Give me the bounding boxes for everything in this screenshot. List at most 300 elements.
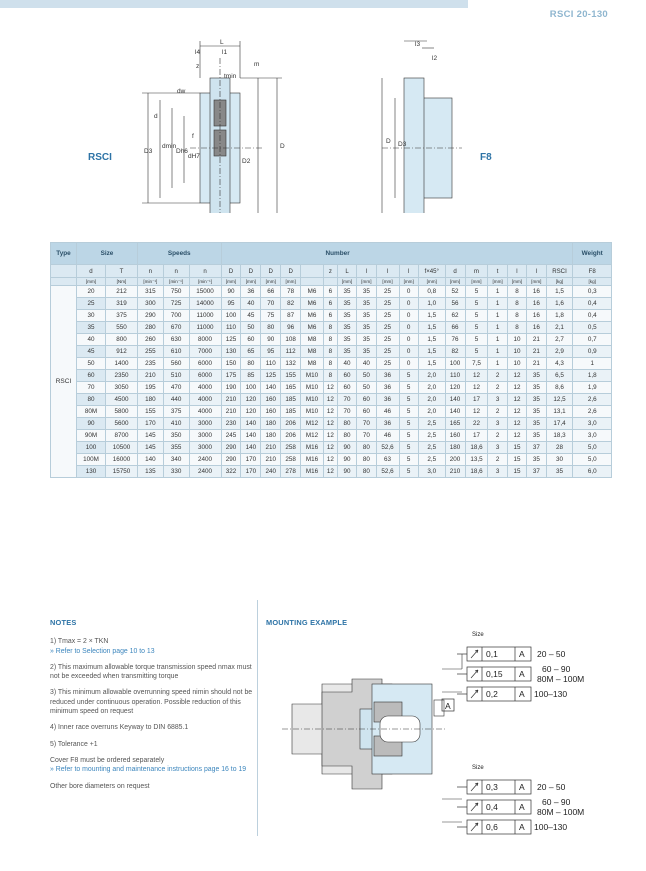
technical-drawing: [82, 38, 612, 213]
unit-row: [51, 278, 612, 286]
table-cell: 5: [399, 430, 418, 442]
table-cell: 100: [221, 310, 241, 322]
table-cell: 120: [445, 382, 465, 394]
column-header: D: [281, 265, 301, 278]
table-cell: 0,9: [573, 346, 612, 358]
table-cell: 90: [337, 454, 356, 466]
table-cell: 70: [357, 430, 376, 442]
table-cell: 11000: [189, 322, 221, 334]
tol-2-2: 0,4: [486, 802, 498, 812]
table-cell: 170: [241, 454, 261, 466]
table-cell: 7,5: [465, 358, 488, 370]
table-cell: 135: [137, 466, 163, 478]
table-cell: 140: [445, 394, 465, 406]
column-unit: [mm]: [241, 278, 261, 286]
size-cell: 50: [77, 358, 106, 370]
table-cell: 2350: [105, 370, 137, 382]
table-cell: 210: [445, 466, 465, 478]
table-cell: 175: [221, 370, 241, 382]
column-unit: [min⁻¹]: [189, 278, 221, 286]
table-cell: 12: [323, 382, 337, 394]
table-cell: 5: [465, 334, 488, 346]
table-cell: 610: [163, 346, 189, 358]
size-2-2b: 80M – 100M: [537, 807, 585, 817]
table-cell: 2,0: [418, 382, 445, 394]
size-2-3: 100–130: [534, 822, 568, 832]
table-cell: 195: [137, 382, 163, 394]
size-cell: 130: [77, 466, 106, 478]
dim-dm: d: [154, 113, 158, 120]
table-cell: M10: [301, 370, 324, 382]
table-cell: 258: [281, 454, 301, 466]
unit-type-blank: [51, 278, 77, 286]
table-cell: 60: [241, 334, 261, 346]
ref-1-2: A: [519, 669, 525, 679]
table-cell: 200: [445, 454, 465, 466]
column-header: t: [488, 265, 507, 278]
tol-1-3: 0,2: [486, 689, 498, 699]
table-cell: 12,5: [546, 394, 573, 406]
table-cell: 550: [105, 322, 137, 334]
table-cell: 3: [488, 466, 507, 478]
table-cell: 140: [445, 406, 465, 418]
table-cell: 0,8: [418, 286, 445, 298]
table-cell: 35: [357, 334, 376, 346]
table-cell: 35: [527, 370, 546, 382]
table-cell: 1: [488, 322, 507, 334]
table-cell: 180: [137, 394, 163, 406]
dim-z: z: [196, 63, 200, 70]
table-cell: 278: [281, 466, 301, 478]
size-label-1: Size: [472, 632, 484, 638]
column-unit: [min⁻¹]: [137, 278, 163, 286]
table-cell: 28: [546, 442, 573, 454]
table-cell: 12: [323, 454, 337, 466]
table-cell: 8: [323, 370, 337, 382]
table-cell: 725: [163, 298, 189, 310]
table-cell: 35: [337, 298, 356, 310]
table-cell: 140: [261, 382, 281, 394]
table-cell: 245: [221, 430, 241, 442]
table-cell: 300: [137, 298, 163, 310]
table-cell: M12: [301, 418, 324, 430]
table-cell: 12: [507, 418, 526, 430]
table-cell: 60: [357, 394, 376, 406]
table-cell: 410: [163, 418, 189, 430]
dim-l2: l2: [432, 55, 438, 62]
table-cell: 206: [281, 430, 301, 442]
table-cell: 5: [399, 382, 418, 394]
table-cell: 35: [357, 310, 376, 322]
table-cell: 470: [163, 382, 189, 394]
size-cell: 80M: [77, 406, 106, 418]
table-cell: 82: [281, 298, 301, 310]
table-cell: 25: [376, 286, 399, 298]
table-cell: 5: [399, 370, 418, 382]
table-cell: 17: [465, 430, 488, 442]
table-cell: 0: [399, 358, 418, 370]
table-cell: 96: [281, 322, 301, 334]
column-header: l: [357, 265, 376, 278]
column-header: n: [137, 265, 163, 278]
table-cell: 12: [323, 394, 337, 406]
table-cell: 80: [337, 418, 356, 430]
table-cell: 8: [507, 322, 526, 334]
size-cell: 60: [77, 370, 106, 382]
notes-title: NOTES: [50, 618, 77, 627]
table-cell: 50: [241, 322, 261, 334]
table-cell: 140: [241, 442, 261, 454]
table-cell: 75: [261, 310, 281, 322]
column-unit: [mm]: [281, 278, 301, 286]
table-cell: 12: [507, 406, 526, 418]
size-1-1: 20 – 50: [537, 649, 566, 659]
table-cell: 0: [399, 286, 418, 298]
size-cell: 25: [77, 298, 106, 310]
table-cell: 14000: [189, 298, 221, 310]
table-cell: 3000: [189, 442, 221, 454]
table-cell: 17: [465, 394, 488, 406]
table-cell: 3: [488, 442, 507, 454]
table-cell: 2,9: [546, 346, 573, 358]
mounting-title: MOUNTING EXAMPLE: [266, 618, 348, 627]
table-cell: 260: [137, 334, 163, 346]
tol-2-3: 0,6: [486, 822, 498, 832]
table-cell: 5800: [105, 406, 137, 418]
table-cell: 140: [241, 418, 261, 430]
column-header-thread: [301, 265, 324, 278]
table-cell: 340: [163, 454, 189, 466]
table-cell: M16: [301, 454, 324, 466]
size-cell: 70: [77, 382, 106, 394]
table-cell: 5: [399, 406, 418, 418]
header-type: Type: [51, 243, 77, 265]
table-cell: 290: [137, 310, 163, 322]
table-cell: 750: [163, 286, 189, 298]
table-cell: 1: [488, 310, 507, 322]
table-cell: 5,0: [573, 454, 612, 466]
table-cell: 8000: [189, 334, 221, 346]
size-cell: 90M: [77, 430, 106, 442]
table-cell: 90: [221, 286, 241, 298]
table-row: [51, 310, 612, 322]
table-cell: 18,6: [465, 442, 488, 454]
column-unit: [mm]: [399, 278, 418, 286]
size-1-2: 60 – 90: [542, 664, 571, 674]
table-cell: 5: [399, 466, 418, 478]
table-cell: 5: [465, 322, 488, 334]
table-cell: 15750: [105, 466, 137, 478]
table-cell: 1,5: [418, 310, 445, 322]
header-number: Number: [221, 243, 573, 265]
table-cell: 160: [261, 406, 281, 418]
table-cell: 150: [221, 358, 241, 370]
table-cell: 155: [137, 406, 163, 418]
table-row: [51, 442, 612, 454]
table-cell: 290: [221, 454, 241, 466]
table-cell: 0: [399, 346, 418, 358]
table-cell: 1,5: [418, 334, 445, 346]
table-cell: 6000: [189, 370, 221, 382]
table-cell: M10: [301, 394, 324, 406]
note-1-ref[interactable]: » Refer to Selection page 10 to 13: [50, 647, 155, 655]
table-cell: 180: [261, 430, 281, 442]
table-cell: 1: [488, 346, 507, 358]
table-cell: 132: [281, 358, 301, 370]
table-cell: 2,6: [573, 406, 612, 418]
table-cell: 110: [261, 358, 281, 370]
table-cell: 100: [241, 382, 261, 394]
table-cell: 190: [221, 382, 241, 394]
ref-1-3: A: [519, 689, 525, 699]
table-cell: 255: [137, 346, 163, 358]
note-cover: Cover F8 must be ordered separately » Refer to mounting and maintenance instructions page 16 to 19: [50, 756, 247, 774]
column-unit: [min⁻¹]: [163, 278, 189, 286]
table-cell: 170: [137, 418, 163, 430]
table-cell: 76: [445, 334, 465, 346]
table-cell: 180: [445, 442, 465, 454]
note-cover-ref[interactable]: » Refer to mounting and maintenance instructions page 16 to 19: [50, 766, 247, 774]
table-cell: M12: [301, 430, 324, 442]
table-cell: 22: [465, 418, 488, 430]
table-cell: 8: [323, 358, 337, 370]
table-cell: 290: [221, 442, 241, 454]
table-cell: 120: [241, 406, 261, 418]
table-cell: 5600: [105, 418, 137, 430]
size-cell: 20: [77, 286, 106, 298]
table-cell: 12: [465, 370, 488, 382]
table-cell: 4500: [105, 394, 137, 406]
column-unit: [kg]: [546, 278, 573, 286]
table-row: [51, 370, 612, 382]
table-row: [51, 418, 612, 430]
table-cell: 12: [507, 382, 526, 394]
table-cell: 66: [261, 286, 281, 298]
table-cell: 3,0: [418, 466, 445, 478]
size-cell: 90: [77, 418, 106, 430]
table-cell: 6: [323, 298, 337, 310]
table-row: [51, 358, 612, 370]
table-cell: 1400: [105, 358, 137, 370]
table-cell: 165: [281, 382, 301, 394]
table-cell: 140: [137, 454, 163, 466]
dim-L: L: [220, 39, 224, 46]
table-row: [51, 454, 612, 466]
table-cell: 25: [376, 298, 399, 310]
table-row: [51, 334, 612, 346]
table-cell: 6000: [189, 358, 221, 370]
table-cell: 65: [241, 346, 261, 358]
table-cell: 8,6: [546, 382, 573, 394]
table-cell: 87: [281, 310, 301, 322]
table-cell: 375: [163, 406, 189, 418]
table-cell: 80: [261, 322, 281, 334]
table-cell: 85: [241, 370, 261, 382]
table-cell: 2,5: [418, 430, 445, 442]
header-band: [0, 0, 468, 8]
column-unit: [mm]: [465, 278, 488, 286]
table-cell: 70: [261, 298, 281, 310]
table-cell: 16: [527, 298, 546, 310]
table-cell: 1: [488, 334, 507, 346]
column-header: m: [465, 265, 488, 278]
column-unit: [mm]: [357, 278, 376, 286]
table-cell: 3,0: [573, 430, 612, 442]
table-cell: 17,4: [546, 418, 573, 430]
table-cell: 2,5: [418, 442, 445, 454]
table-cell: 63: [376, 454, 399, 466]
table-cell: 120: [241, 394, 261, 406]
datum-label: A: [445, 701, 451, 711]
table-cell: 130: [221, 346, 241, 358]
table-cell: 70: [357, 418, 376, 430]
table-cell: 90: [337, 442, 356, 454]
table-cell: 1,8: [573, 370, 612, 382]
table-cell: 80: [337, 430, 356, 442]
table-cell: 90: [337, 466, 356, 478]
table-cell: 110: [445, 370, 465, 382]
table-cell: 82: [445, 346, 465, 358]
table-cell: 180: [261, 418, 281, 430]
dim-D3: D3: [144, 148, 153, 155]
table-cell: 800: [105, 334, 137, 346]
column-header: l: [527, 265, 546, 278]
table-cell: 6,5: [546, 370, 573, 382]
table-cell: 0: [399, 322, 418, 334]
table-cell: 0,5: [573, 322, 612, 334]
dim-dw: dw: [177, 88, 186, 95]
table-cell: 3050: [105, 382, 137, 394]
table-cell: 160: [445, 430, 465, 442]
table-cell: 210: [261, 442, 281, 454]
table-row: [51, 382, 612, 394]
size-cell: 100: [77, 442, 106, 454]
dim-D-f8: D: [386, 138, 391, 145]
table-cell: 37: [527, 442, 546, 454]
dim-D: D: [280, 143, 285, 150]
table-cell: 21: [527, 346, 546, 358]
spec-table: [50, 242, 612, 478]
table-cell: 80: [357, 454, 376, 466]
table-cell: 90: [261, 334, 281, 346]
table-cell: 8: [323, 346, 337, 358]
table-cell: 0: [399, 334, 418, 346]
table-cell: 5: [465, 298, 488, 310]
table-cell: 3: [488, 394, 507, 406]
table-cell: 1,5: [418, 322, 445, 334]
column-header: D: [221, 265, 241, 278]
tol-1-2: 0,15: [486, 669, 503, 679]
page-title: RSCI 20-130: [549, 9, 608, 20]
ref-2-1: A: [519, 782, 525, 792]
column-header: z: [323, 265, 337, 278]
table-cell: 140: [241, 430, 261, 442]
column-header: l: [376, 265, 399, 278]
table-cell: M6: [301, 310, 324, 322]
table-cell: 700: [163, 310, 189, 322]
table-cell: 70: [337, 394, 356, 406]
table-cell: 5: [465, 310, 488, 322]
table-cell: 45: [241, 310, 261, 322]
column-header-type-blank: [51, 265, 77, 278]
table-cell: 0,4: [573, 310, 612, 322]
note-4: 4) Inner race overruns Keyway to DIN 6885.1: [50, 724, 189, 732]
table-cell: 1: [488, 358, 507, 370]
table-cell: 2: [488, 382, 507, 394]
table-cell: 8: [323, 334, 337, 346]
table-row: [51, 394, 612, 406]
note-1: 1) Tmax = 2 × TKN » Refer to Selection page 10 to 13: [50, 638, 155, 655]
table-cell: 6: [323, 310, 337, 322]
table-cell: 4000: [189, 406, 221, 418]
table-cell: 35: [527, 430, 546, 442]
table-cell: M8: [301, 358, 324, 370]
table-cell: 2,0: [418, 394, 445, 406]
size-label-2: Size: [472, 765, 484, 771]
column-unit: [mm]: [337, 278, 356, 286]
table-cell: 2400: [189, 454, 221, 466]
table-cell: 1,5: [546, 286, 573, 298]
dim-D2: D2: [242, 158, 251, 165]
table-cell: 125: [221, 334, 241, 346]
table-cell: 4000: [189, 382, 221, 394]
table-cell: 5: [399, 418, 418, 430]
table-cell: 1,5: [418, 346, 445, 358]
table-cell: 2,0: [418, 370, 445, 382]
dim-tmin: tmin: [224, 73, 237, 80]
dim-D3-f8: D3: [398, 141, 407, 148]
note-3: 3) This minimum allowable overrunning speed nimin should not be reduced under continuous operation. Possible reduction of this minimum speed on request: [50, 689, 253, 716]
tol-1-1: 0,1: [486, 649, 498, 659]
table-cell: 7000: [189, 346, 221, 358]
table-cell: 12: [465, 406, 488, 418]
table-cell: 280: [137, 322, 163, 334]
table-cell: 70: [337, 406, 356, 418]
table-cell: 670: [163, 322, 189, 334]
column-header: d: [445, 265, 465, 278]
table-cell: 3: [488, 418, 507, 430]
table-cell: 30: [546, 454, 573, 466]
table-cell: 185: [281, 406, 301, 418]
table-cell: 155: [281, 370, 301, 382]
column-unit: [mm]: [527, 278, 546, 286]
table-cell: 2,0: [418, 406, 445, 418]
table-cell: 160: [261, 394, 281, 406]
table-cell: 3,0: [573, 418, 612, 430]
table-cell: 36: [241, 286, 261, 298]
table-cell: 36: [376, 370, 399, 382]
table-cell: 50: [357, 382, 376, 394]
table-cell: 25: [376, 322, 399, 334]
table-cell: M6: [301, 298, 324, 310]
size-cell: 40: [77, 334, 106, 346]
table-cell: 108: [281, 334, 301, 346]
table-cell: 35: [337, 286, 356, 298]
table-cell: 35: [357, 298, 376, 310]
table-cell: 15: [507, 466, 526, 478]
table-cell: 2: [488, 370, 507, 382]
header-weight: Weight: [573, 243, 612, 265]
table-cell: 212: [105, 286, 137, 298]
table-cell: 62: [445, 310, 465, 322]
table-cell: 315: [137, 286, 163, 298]
table-cell: 36: [376, 418, 399, 430]
table-cell: 35: [337, 334, 356, 346]
table-cell: 12: [323, 430, 337, 442]
table-cell: 1,5: [418, 358, 445, 370]
table-cell: 235: [137, 358, 163, 370]
table-row: [51, 322, 612, 334]
